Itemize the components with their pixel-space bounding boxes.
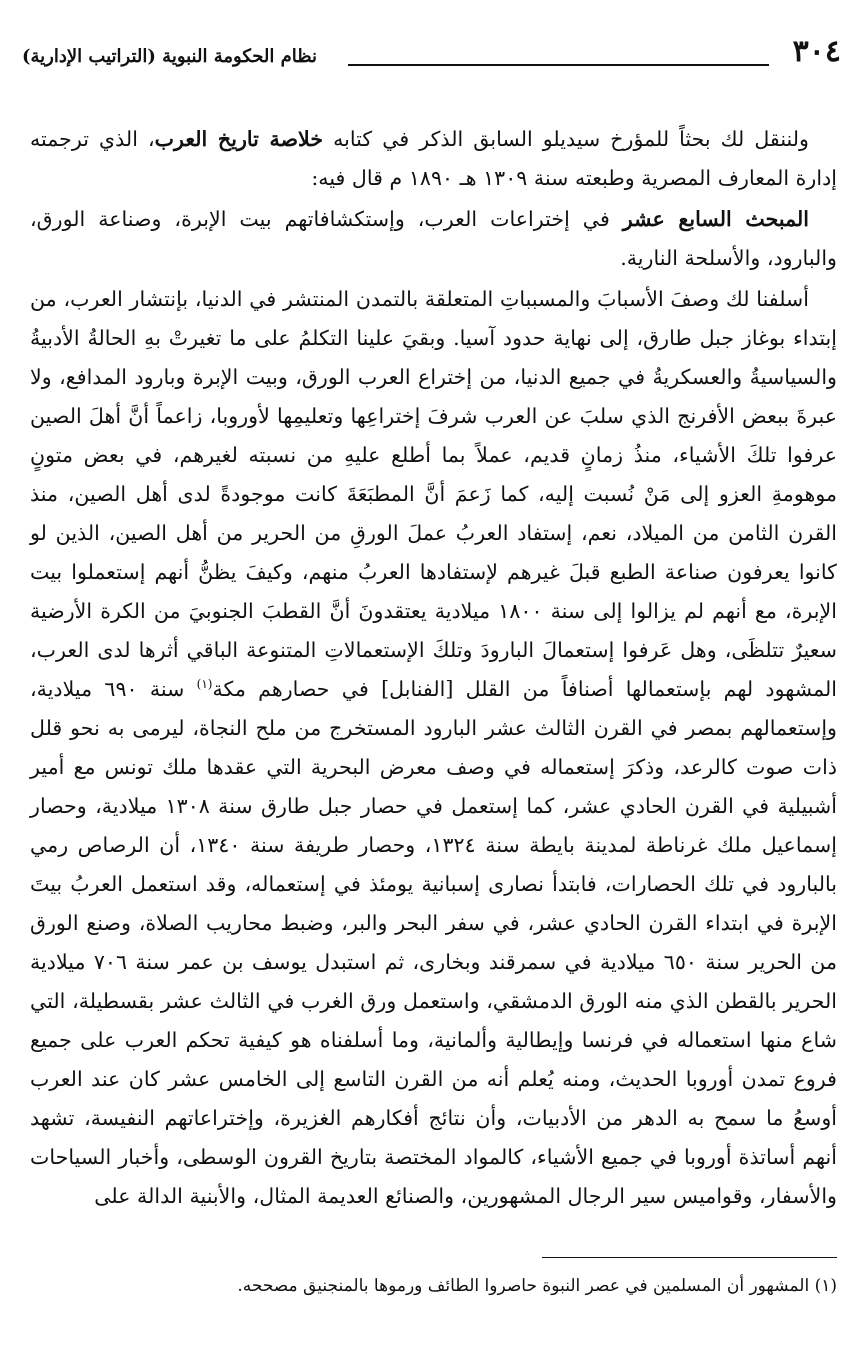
paragraph-section-heading bbox=[30, 200, 837, 278]
footnote: (١) المشهور أن المسلمين في عصر النبوة حاصروا الطائف ورموها بالمنجنيق مصححه. bbox=[237, 1276, 837, 1296]
main-text-part1: أسلفنا لك وصفَ الأسبابَ والمسبباتِ المتعلقة بالتمدن المنتشر في الدنيا، بإنتشار العرب، من إبتداء بوغاز جبل طارق، إلى نهاية حدود آسيا. وبقيَ علينا التكلمُ على ما تغيرتْ بهِ الحالةُ الأدبيةُ والسياسيةُ والعسكريةُ في جميع الدنيا، من إختراع العرب الورق، وبيت الإبرة وبارود المدافع، ولا عبرةَ ببعض الأفرنج الذي سلبَ عن العرب شرفَ إختراعِها وتعليمِها لأوروبا، زاعماً أنَّ أهلَ الصين عرفوا تلكَ الأشياء، منذُ زمانٍ قديم، عملاً بما أطلع عليهِ من نسبته لغيرهم، في بعض متونٍ موهومةِ العزو إلى مَنْ نُسبت إليه، كما زَعمَ أنَّ المطبَعَةَ كانت موجودةً لدى أهل الصين، منذ القرن الثامن من الميلاد، نعم، إستفاد العربُ عملَ الورقِ من الحرير من أهل الصين، الذين لو كانوا يعرفون صناعة الطبع قبلَ غيرهم لإستفادها العربُ منهم، وكيفَ يظنُّ أنهم إستعملوا بيت الإبرة، مع أنهم لم يزالوا إلى سنة ١٨٠٠ ميلادية يعتقدونَ أنَّ القطبَ الجنوبيَ من الكرة الأرضية سعيرٌ تتلظَى، وهل عَرفوا إستعمالَ البارودَ وتلكَ الإستعمالاتِ المتنوعة الباقي أثرها لدى العرب، المشهود لهم بإستعمالها أصنافاً من القلل [الفنابل] في حصارهم مكة bbox=[30, 287, 837, 701]
intro-text-end: ، الذي ترجمته إدارة المعارف المصرية وطبعته سنة ١٣٠٩ هـ ١٨٩٠ م قال فيه: bbox=[30, 127, 837, 190]
intro-text: ولننقل لك بحثاً للمؤرخ سيديلو السابق الذكر في كتابه bbox=[323, 127, 809, 151]
running-head bbox=[18, 34, 847, 74]
section-heading: المبحث السابع عشر bbox=[622, 207, 809, 231]
book-title: خلاصة تاريخ العرب bbox=[154, 127, 324, 151]
footnote-reference: (١) bbox=[196, 677, 213, 692]
header-rule bbox=[348, 64, 769, 66]
body-text bbox=[30, 120, 837, 1216]
footnote-rule bbox=[542, 1257, 837, 1258]
paragraph-main bbox=[30, 280, 837, 1216]
page-number: ٣٠٤ bbox=[792, 34, 841, 69]
section-subject: في إختراعات العرب، وإستكشافاتهم بيت الإبرة، وصناعة الورق، والبارود، والأسلحة النارية. bbox=[30, 207, 837, 270]
paragraph-intro bbox=[30, 120, 837, 198]
running-title: نظام الحكومة النبوية (التراتيب الإدارية) bbox=[22, 46, 318, 67]
main-text-part2: سنة ٦٩٠ ميلادية، وإستعمالهم بمصر في القرن الثالث عشر البارود المستخرج من ملح النجاة، ليرمى به نحو قلل ذات صوت كالرعد، وذكرَ إستعماله في وصف معرض البحرية التي عقدها ملك تونس مع أمير أشبيلية في القرن الحادي عشر، كما إستعمل في حصار جبل طارق سنة ١٣٠٨ ميلادية، وحصار إسماعيل ملك غرناطة لمدينة بايطة سنة ١٣٢٤، وحصار طريفة سنة ١٣٤٠، أن الرصاص رمي بالبارود في تلك الحصارات، فابتدأ نصارى إسبانية يومئذ في إستعماله، وقد استعمل العربُ بيتَ الإبرة في ابتداء القرن الحادي عشر، في سفر البحر والبر، وضبط محاريب الصلاة، وصنع الورق من الحرير سنة ٦٥٠ ميلادية في سمرقند وبخارى، ثم استبدل يوسف بن عمر سنة ٧٠٦ ميلادية الحرير بالقطن الذي منه الورق الدمشقي، واستعمل ورق الغرب في الثالث عشر بقسطيلة، التي شاع منها استعماله في فرنسا وإيطالية وألمانية، وما أسلفناه هو كيفية تحكم العرب على جميع فروع تمدن أوروبا الحديث، ومنه يُعلم أنه من القرن التاسع إلى الخامس عشر كان عند العرب أوسعُ ما سمح به الدهر من الأدبيات، وأن نتائج أفكارهم الغزيرة، وإختراعاتهم النفيسة، تشهد أنهم أساتذة أوروبا في جميع الأشياء، كالمواد المختصة بتاريخ القرون الوسطى، وأخبار السياحات والأسفار، وقواميس سير الرجال المشهورين، والصنائع العديمة المثال، والأبنية الدالة على bbox=[30, 677, 838, 1208]
